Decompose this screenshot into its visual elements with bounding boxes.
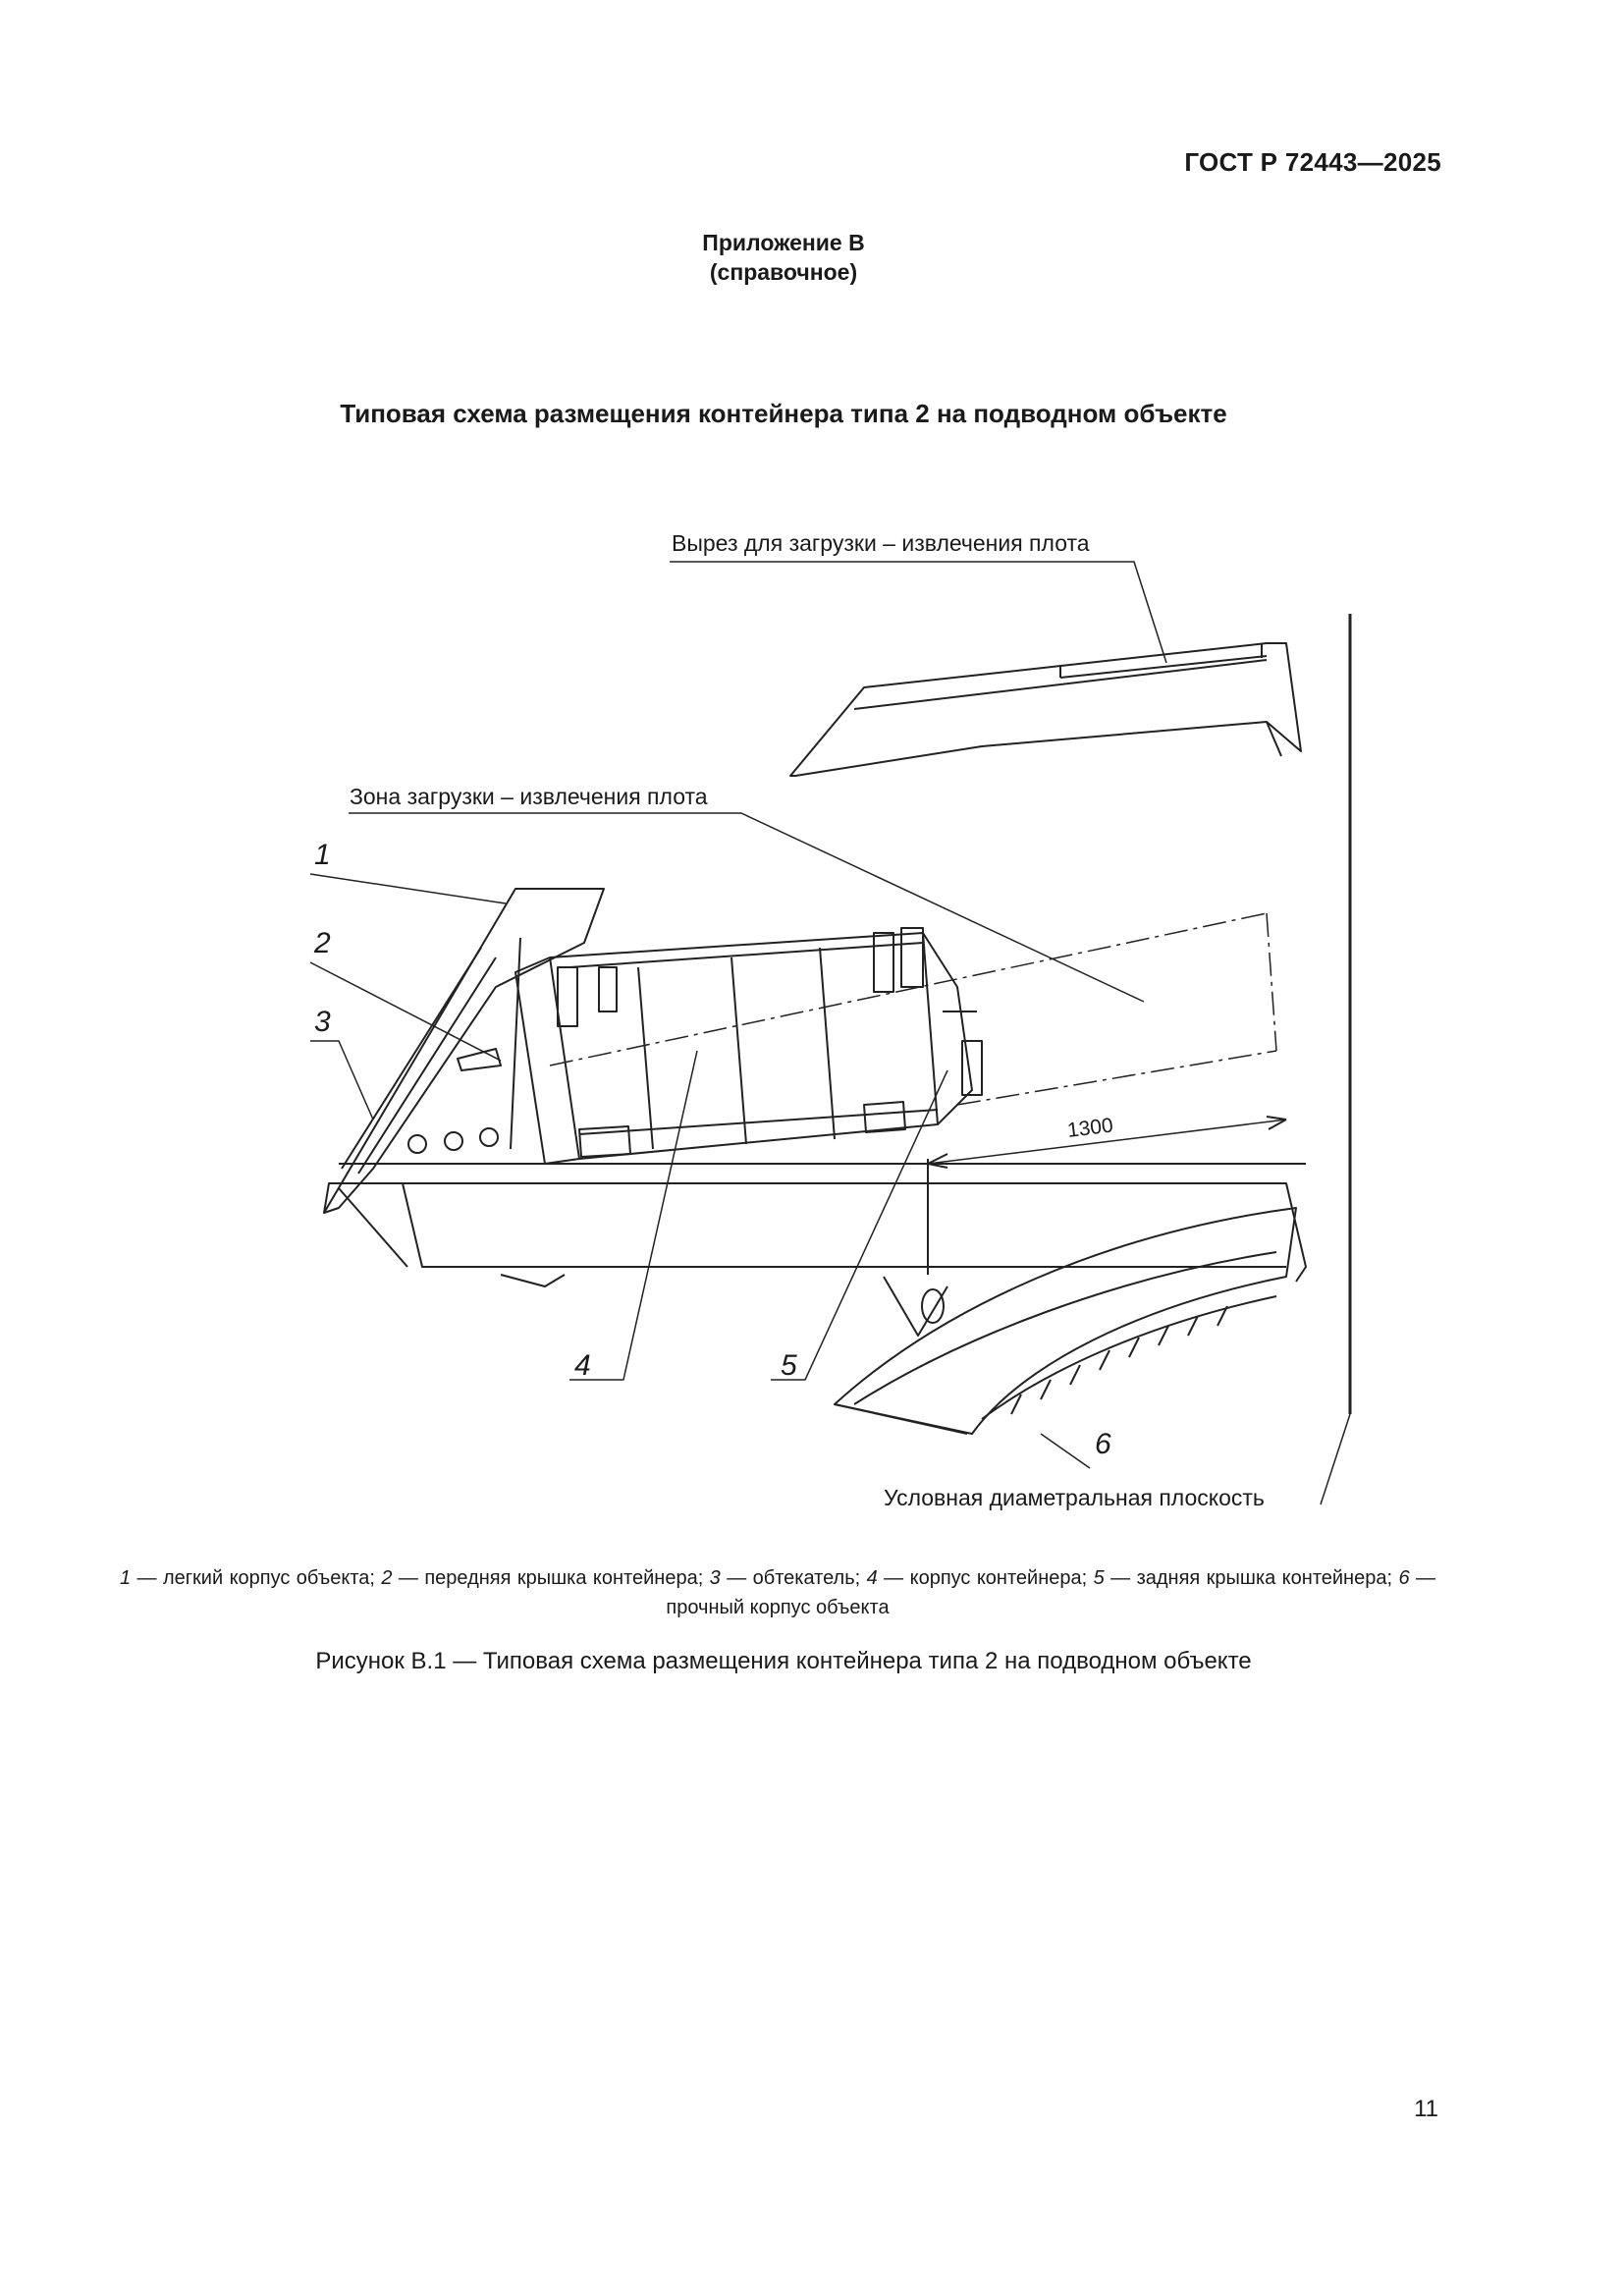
light-hull-fairing bbox=[324, 889, 1306, 1213]
legend-item-3: 3 — обтекатель; bbox=[709, 1567, 861, 1589]
standard-number: ГОСТ Р 72443—2025 bbox=[1184, 147, 1441, 177]
callout-6: 6 bbox=[1095, 1428, 1111, 1460]
legend-item-6: 6 — прочный корпус объекта bbox=[666, 1567, 1435, 1618]
callout-5: 5 bbox=[781, 1349, 797, 1382]
callout-3: 3 bbox=[314, 1006, 331, 1038]
legend-item-2: 2 — передняя крышка контейнера; bbox=[381, 1567, 704, 1589]
pressure-hull bbox=[835, 1208, 1296, 1434]
centerplane-label: Условная диаметральная плоскость bbox=[884, 1485, 1265, 1510]
figure-caption: Рисунок В.1 — Типовая схема размещения контейнера типа 2 на подводном объекте bbox=[315, 1648, 1252, 1674]
legend-item-5: 5 — задняя крышка контейнера; bbox=[1093, 1567, 1393, 1589]
appendix-title: Приложение В bbox=[702, 230, 865, 255]
callout-1: 1 bbox=[314, 839, 331, 871]
cutout-label: Вырез для загрузки – извлечения плота bbox=[672, 530, 1090, 556]
section-title: Типовая схема размещения контейнера типа 2 на подводном объекте bbox=[340, 399, 1227, 428]
support-structure bbox=[324, 1159, 1306, 1336]
zone-label: Зона загрузки – извлечения плота bbox=[350, 784, 708, 809]
legend-item-4: 4 — корпус контейнера; bbox=[866, 1567, 1088, 1589]
page-number: 11 bbox=[1414, 2096, 1438, 2122]
callout-2: 2 bbox=[314, 927, 331, 959]
dimension-value: 1300 bbox=[1065, 1114, 1114, 1142]
leader-lines bbox=[310, 562, 1350, 1504]
container-body bbox=[515, 928, 982, 1164]
raft-zone-outline bbox=[550, 913, 1276, 1105]
callout-4: 4 bbox=[574, 1349, 591, 1382]
figure-legend bbox=[120, 1563, 1435, 1622]
cutout-hull-section bbox=[790, 643, 1301, 776]
legend-item-1: 1 — легкий корпус объекта; bbox=[120, 1567, 375, 1589]
appendix-status: (справочное) bbox=[709, 259, 858, 285]
callout-numbers bbox=[313, 839, 1111, 1460]
